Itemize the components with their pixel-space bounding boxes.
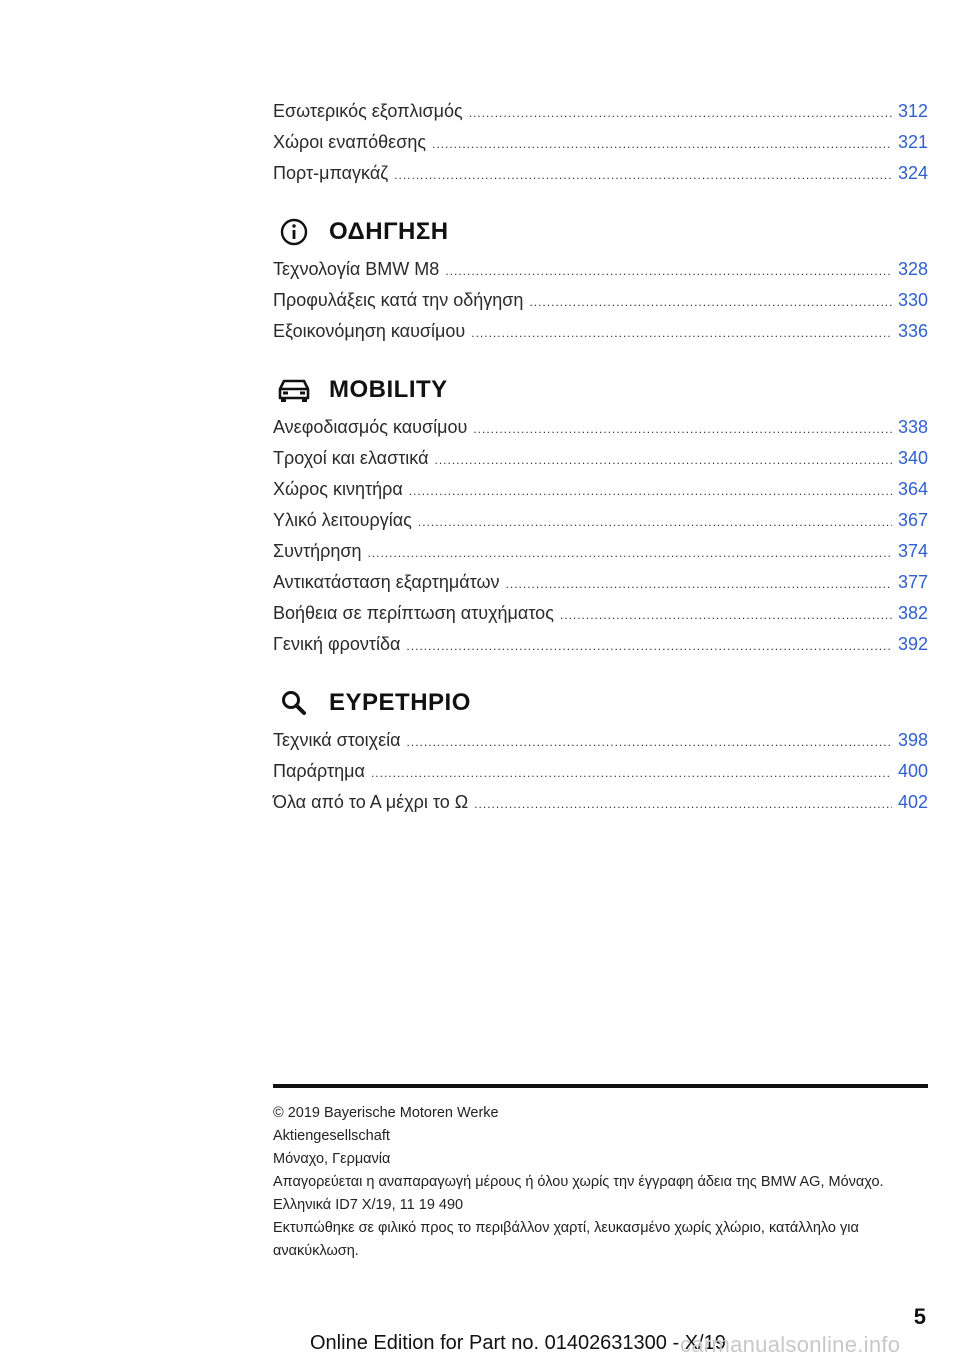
toc-entry-label: Εξοικονόμηση καυσίμου (273, 321, 466, 341)
toc-entry-page[interactable]: 364 (897, 479, 928, 499)
toc-entry-label: Προφυλάξεις κατά την οδήγηση (273, 290, 524, 310)
toc-entry-page[interactable]: 374 (897, 541, 928, 561)
dot-leader (406, 639, 892, 653)
dot-leader (409, 484, 892, 498)
toc-entry-label: Πορτ-μπαγκάζ (273, 163, 389, 183)
location-line: Μόναχο, Γερμανία (273, 1151, 391, 1167)
footer-divider (273, 1084, 928, 1088)
toc-entry[interactable] (273, 541, 928, 572)
imprint-footer (273, 1102, 913, 1263)
toc-entry-page[interactable]: 398 (897, 730, 928, 750)
toc-entry[interactable] (273, 572, 928, 603)
toc-entry-label: Τεχνολογία BMW M8 (273, 259, 440, 279)
toc-entry-label: Τεχνικά στοιχεία (273, 730, 401, 750)
toc-entry[interactable] (273, 448, 928, 479)
dot-leader (560, 608, 892, 622)
toc-entry[interactable] (273, 761, 928, 792)
section-heading-mobility (273, 371, 928, 409)
toc-entry-page[interactable]: 340 (897, 448, 928, 468)
toc-entry[interactable] (273, 417, 928, 448)
dot-leader (471, 326, 892, 340)
toc-entry-page[interactable]: 400 (897, 761, 928, 781)
toc-entry[interactable] (273, 730, 928, 761)
toc-entry-page[interactable]: 324 (897, 163, 928, 183)
page-number: 5 (913, 1304, 926, 1329)
car-icon (275, 371, 313, 409)
toc-entry-page[interactable]: 330 (897, 290, 928, 310)
copyright-line: © 2019 Bayerische Motoren Werke (273, 1105, 499, 1121)
dot-leader (469, 106, 892, 120)
toc-entry-page[interactable]: 328 (897, 259, 928, 279)
online-edition-line: Online Edition for Part no. 01402631300 - X/19 (310, 1332, 726, 1354)
watermark-text: carmanualsonline.info (680, 1332, 901, 1357)
toc-entry-label: Βοήθεια σε περίπτωση ατυχήματος (273, 603, 554, 623)
toc-entry-label: Τροχοί και ελαστικά (273, 448, 429, 468)
toc-entry-label: Γενική φροντίδα (273, 634, 401, 654)
company-line: Aktiengesellschaft (273, 1128, 390, 1144)
info-icon (275, 213, 313, 251)
toc-entry[interactable] (273, 634, 928, 665)
toc-entry-page[interactable]: 336 (897, 321, 928, 341)
toc-entry[interactable] (273, 321, 928, 352)
toc-entry-page[interactable]: 367 (897, 510, 928, 530)
toc-entry-label: Εσωτερικός εξοπλισμός (273, 101, 463, 121)
toc-entry-label: Ανεφοδιασμός καυσίμου (273, 417, 468, 437)
toc-entry[interactable] (273, 792, 928, 823)
paper-notice: Εκτυπώθηκε σε φιλικό προς το περιβάλλον χαρτί, λευκασμένο χωρίς χλώριο, κατάλληλο για ανακύκλωση. (273, 1220, 859, 1259)
dot-leader (529, 295, 892, 309)
dot-leader (474, 797, 892, 811)
section-title: ΕΥΡΕΤΗΡΙΟ (329, 689, 471, 716)
section-title: MOBILITY (329, 376, 448, 403)
edition-id-line: Ελληνικά ID7 X/19, 11 19 490 (273, 1197, 464, 1213)
toc-entry[interactable] (273, 290, 928, 321)
toc-entry[interactable] (273, 603, 928, 634)
section-title: ΟΔΗΓΗΣΗ (329, 218, 449, 245)
reproduction-notice: Απαγορεύεται η αναπαραγωγή μέρους ή όλου χωρίς την έγγραφη άδεια της BMW AG, Μόναχο. (273, 1174, 884, 1190)
toc-entry-page[interactable]: 321 (897, 132, 928, 152)
toc-entry-page[interactable]: 377 (897, 572, 928, 592)
toc-entry[interactable] (273, 479, 928, 510)
toc-entry-label: Όλα από το Α μέχρι το Ω (273, 792, 469, 812)
toc-entry-page[interactable]: 392 (897, 634, 928, 654)
toc-entry[interactable] (273, 510, 928, 541)
toc-entry-label: Αντικατάσταση εξαρτημάτων (273, 572, 500, 592)
dot-leader (367, 546, 891, 560)
toc-entry-page[interactable]: 402 (897, 792, 928, 812)
table-of-contents (273, 101, 928, 823)
toc-entry[interactable] (273, 259, 928, 290)
dot-leader (394, 168, 892, 182)
dot-leader (418, 515, 892, 529)
toc-top-group (273, 101, 928, 194)
search-icon (275, 684, 313, 722)
toc-entry[interactable] (273, 101, 928, 132)
toc-entry-label: Χώρος κινητήρα (273, 479, 403, 499)
toc-entry-label: Χώροι εναπόθεσης (273, 132, 426, 152)
toc-entry-page[interactable]: 382 (897, 603, 928, 623)
dot-leader (506, 577, 892, 591)
toc-entry[interactable] (273, 163, 928, 194)
toc-entry[interactable] (273, 132, 928, 163)
dot-leader (445, 264, 892, 278)
dot-leader (435, 453, 892, 467)
dot-leader (473, 422, 892, 436)
dot-leader (432, 137, 892, 151)
toc-entry-label: Υλικό λειτουργίας (273, 510, 412, 530)
toc-entry-page[interactable]: 338 (897, 417, 928, 437)
dot-leader (371, 766, 892, 780)
dot-leader (407, 735, 892, 749)
toc-entry-label: Παράρτημα (273, 761, 365, 781)
toc-entry-label: Συντήρηση (273, 541, 362, 561)
section-heading-index (273, 684, 928, 722)
section-heading-driving (273, 213, 928, 251)
toc-entry-page[interactable]: 312 (897, 101, 928, 121)
